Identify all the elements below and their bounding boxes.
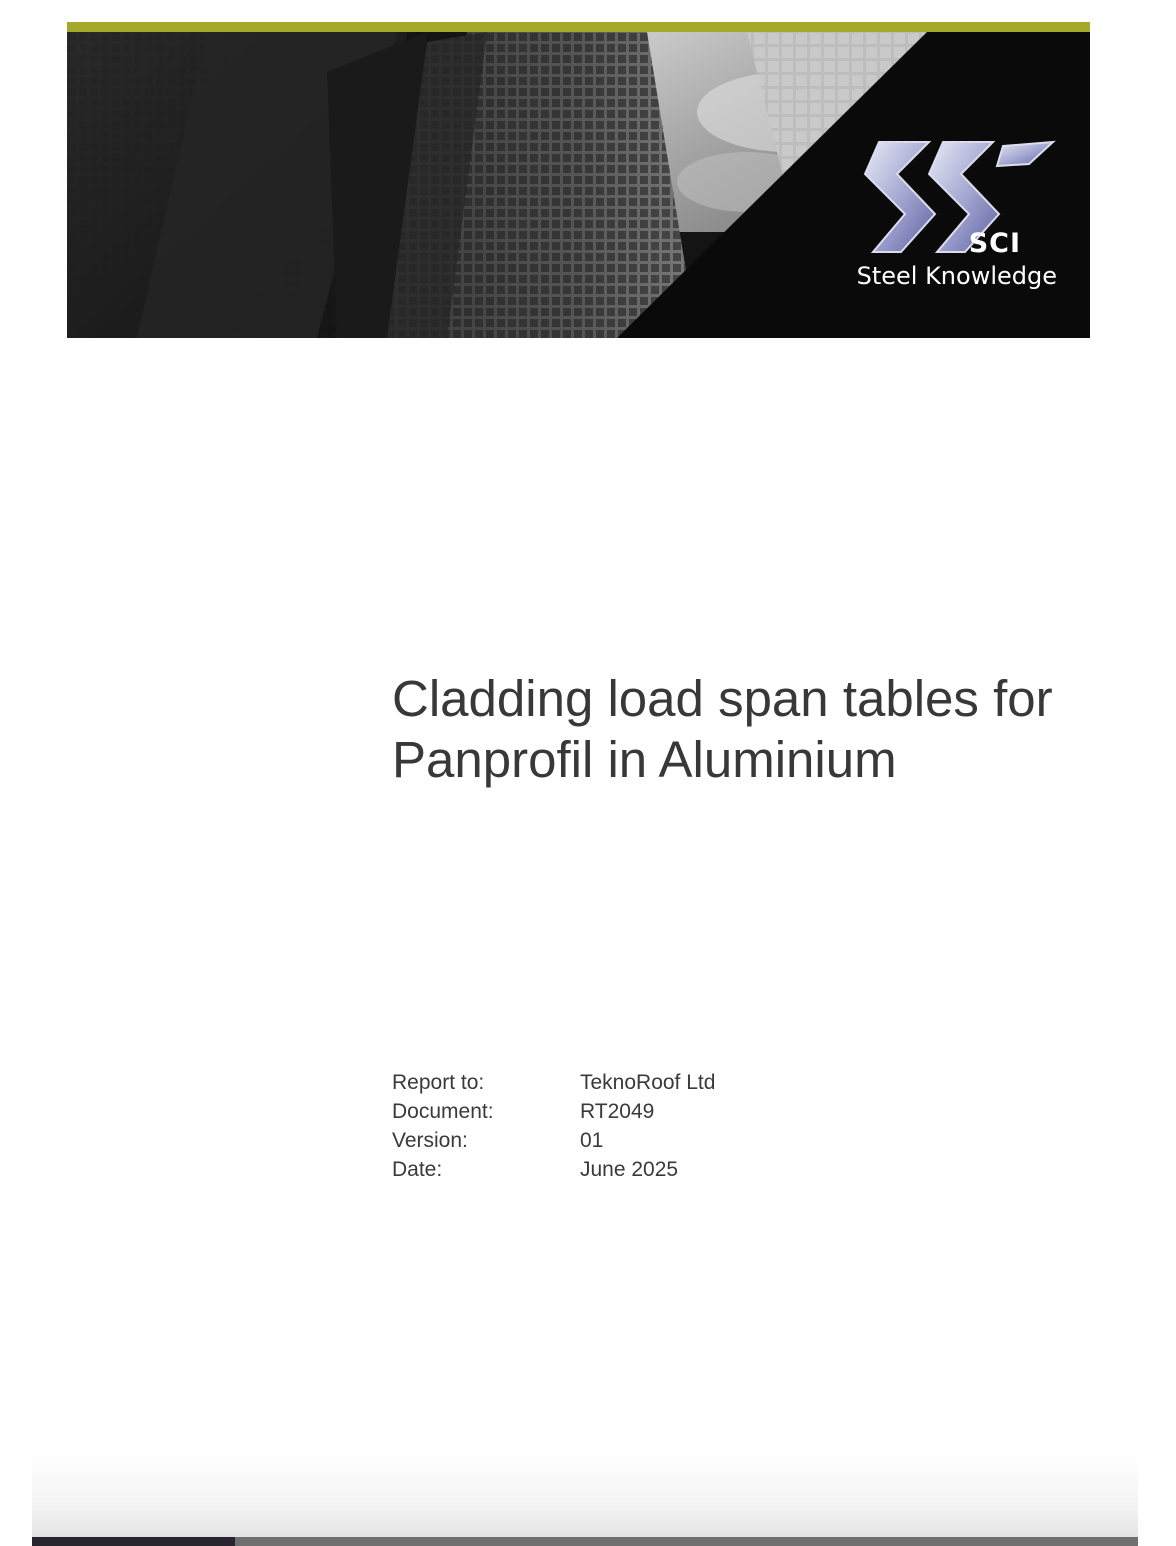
sci-logo bbox=[857, 140, 1057, 300]
metadata-label: Document: bbox=[392, 1100, 494, 1123]
logo-mark: SCI bbox=[968, 228, 1021, 259]
metadata-row-document bbox=[392, 1097, 715, 1126]
document-metadata bbox=[392, 1068, 715, 1184]
header-banner bbox=[67, 22, 1090, 338]
metadata-row-date bbox=[392, 1155, 715, 1184]
metadata-value: 01 bbox=[580, 1129, 604, 1152]
metadata-value: June 2025 bbox=[580, 1158, 679, 1181]
sci-chevron-icon bbox=[857, 140, 1057, 260]
logo-tagline: Steel Knowledge bbox=[856, 262, 1057, 290]
footer-bar-accent bbox=[32, 1537, 235, 1546]
title-line-2: Panprofil in Aluminium bbox=[392, 731, 897, 788]
footer-shadow bbox=[32, 1455, 1138, 1537]
metadata-label: Report to: bbox=[392, 1071, 485, 1094]
accent-bar bbox=[67, 22, 1090, 32]
metadata-value: RT2049 bbox=[580, 1100, 655, 1123]
title-line-1: Cladding load span tables for bbox=[392, 670, 1053, 727]
metadata-value: TeknoRoof Ltd bbox=[580, 1071, 716, 1094]
metadata-row-version bbox=[392, 1126, 715, 1155]
metadata-label: Version: bbox=[392, 1129, 468, 1152]
metadata-label: Date: bbox=[392, 1158, 443, 1181]
document-title bbox=[392, 668, 1132, 790]
metadata-row-report-to bbox=[392, 1068, 715, 1097]
